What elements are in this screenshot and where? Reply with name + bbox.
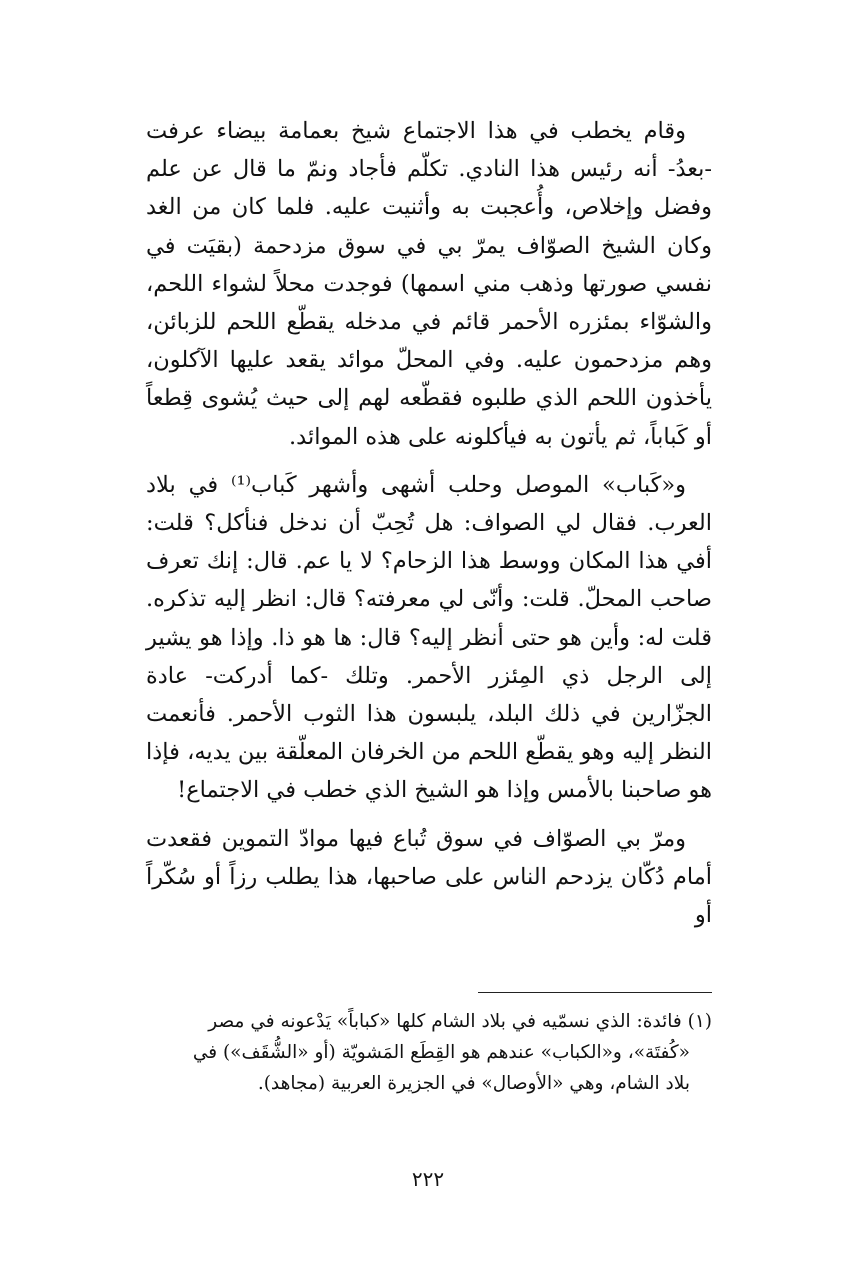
paragraph-3: ومرّ بي الصوّاف في سوق تُباع فيها موادّ التموين فقعدت أمام دُكّان يزدحم الناس على صاحبها، هذا يطلب رزاً أو سُكّراً أو: [146, 825, 712, 929]
footnote: [146, 1006, 712, 1099]
footnote-line-3: بلاد الشام، وهي «الأوصال» في الجزيرة العربية (مجاهد).: [257, 1073, 690, 1094]
paragraph-2: و«كَباب» الموصل وحلب أشهى وأشهر كَباب⁽¹⁾ في بلاد العرب. فقال لي الصواف: هل تُحِبّ أن ندخل فنأكل؟ قلت: أفي هذا المكان ووسط هذا الزحام؟ لا يا عم. قال: إنك تعرف صاحب المحلّ. قلت: وأنّى لي معرفته؟ قال: انظر إليه تذكره. قلت له: وأين هو حتى أنظر إليه؟ قال: ها هو ذا. وإذا هو يشير إلى الرجل ذي المِئزر الأحمر. وتلك -كما أدركت- عادة الجزّارين في ذلك البلد، يلبسون هذا الثوب الأحمر. فأنعمت النظر إليه وهو يقطّع اللحم من الخرفان المعلّقة بين يديه، فإذا هو صاحبنا بالأمس وإذا هو الشيخ الذي خطب في الاجتماع!: [146, 471, 712, 804]
footnote-line-1: (١) فائدة: الذي نسمّيه في بلاد الشام كلها «كباباً» يَدْعونه في مصر: [208, 1011, 712, 1032]
page-number: ٢٢٢: [411, 1167, 445, 1191]
footnote-separator: [478, 992, 712, 993]
main-text: [146, 112, 712, 944]
footnote-line-2: «كُفتَة»، و«الكباب» عندهم هو القِطَع المَشويّة (أو «الشُّقَف») في: [192, 1042, 690, 1063]
paragraph-1: وقام يخطب في هذا الاجتماع شيخ بعمامة بيضاء عرفت -بعدُ- أنه رئيس هذا النادي. تكلّم فأجاد ونمّ ما قال عن علم وفضل وإخلاص، وأُعجبت به وأثنيت عليه. فلما كان من الغد وكان الشيخ الصوّاف يمرّ بي في سوق مزدحمة (بقيَت في نفسي صورتها وذهب مني اسمها) فوجدت محلاً لشواء اللحم، والشوّاء بمئزره الأحمر قائم في مدخله يقطّع اللحم للزبائن، وهم مزدحمون عليه. وفي المحلّ موائد يقعد عليها الآكلون، يأخذون اللحم الذي طلبوه فقطّعه لهم إلى حيث يُشوى قِطعاً أو كَباباً، ثم يأتون به فيأكلونه على هذه الموائد.: [146, 118, 712, 450]
